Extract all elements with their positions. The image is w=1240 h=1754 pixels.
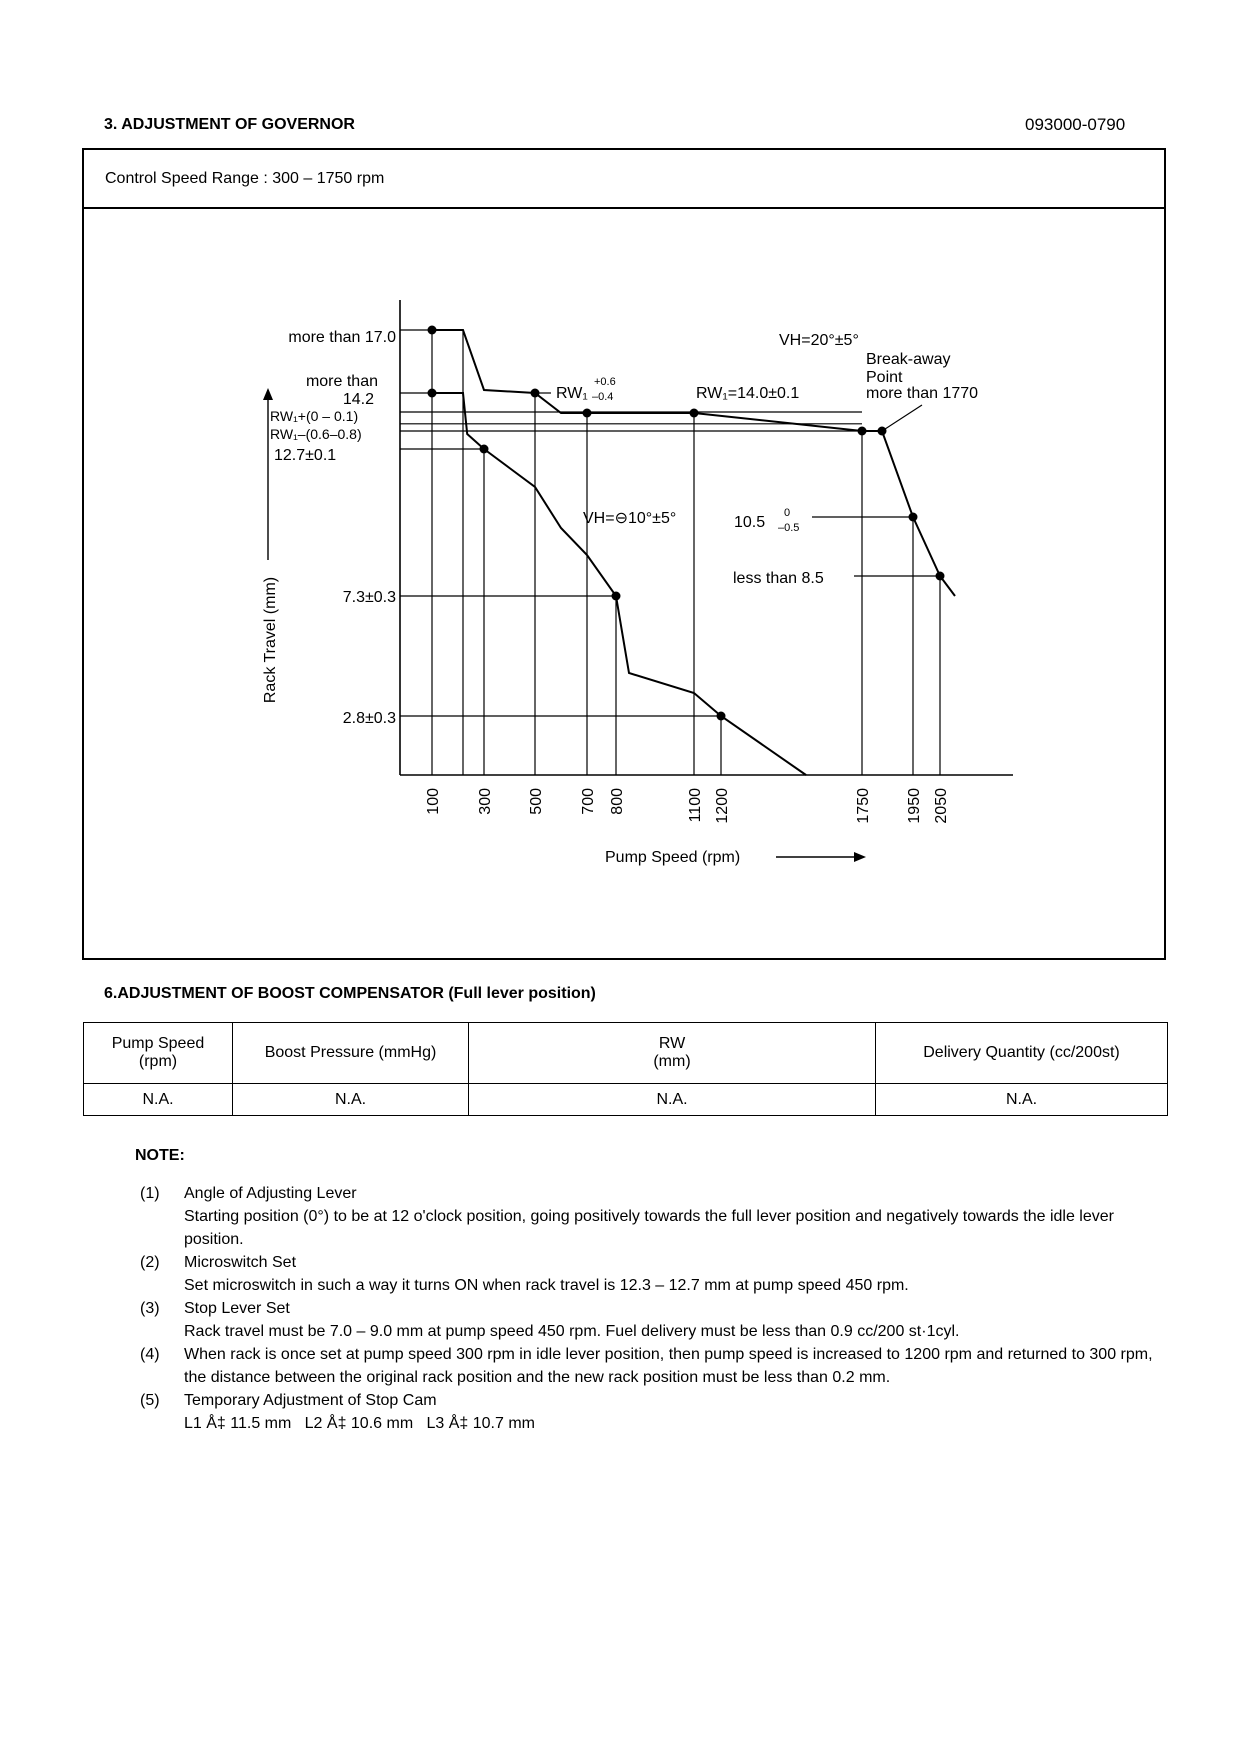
note-text: L1 Å‡ 11.5 mm L2 Å‡ 10.6 mm L3 Å‡ 10.7 mm <box>184 1415 535 1432</box>
y-label: 2.8±0.3 <box>342 710 396 727</box>
notes-list <box>140 1182 1175 1435</box>
rack-10-5-minus: –0.5 <box>778 522 800 534</box>
note-text: When rack is once set at pump speed 300 rpm in idle lever position, then pump speed is increased to 1200 rpm and returned to 300 rpm, the distance between the original rack position and the new rack position must be less than 0.2 mm. <box>184 1346 1153 1386</box>
x-tick-label: 2050 <box>933 788 950 824</box>
data-point <box>858 427 867 436</box>
note-body <box>184 1251 1175 1297</box>
boost-table-header <box>84 1023 1168 1084</box>
note-number: (1) <box>140 1185 160 1202</box>
note-body <box>184 1297 1175 1343</box>
y-label: more than 17.0 <box>288 329 396 346</box>
table-row <box>84 1084 1168 1116</box>
boost-section-title: 6.ADJUSTMENT OF BOOST COMPENSATOR (Full lever position) <box>104 985 596 1002</box>
note-body <box>184 1343 1175 1389</box>
note-item <box>140 1251 1175 1297</box>
x-axis-arrowhead <box>854 852 866 862</box>
breakaway-label: Break-away <box>866 351 951 368</box>
rack-8-5-label: less than 8.5 <box>733 570 824 587</box>
y-axis-title: Rack Travel (mm) <box>262 576 279 704</box>
header-boost-pressure: Boost Pressure (mmHg) <box>233 1023 469 1084</box>
vh-full-label: VH=20°±5° <box>779 332 859 349</box>
header-pump-speed <box>84 1023 233 1084</box>
data-point <box>717 712 726 721</box>
document-number: 093000-0790 <box>1025 115 1126 134</box>
x-tick-label: 700 <box>580 788 597 815</box>
y-label: 7.3±0.3 <box>342 589 396 606</box>
governor-section-title: 3. ADJUSTMENT OF GOVERNOR <box>104 116 355 133</box>
data-point <box>612 592 621 601</box>
data-point <box>878 427 887 436</box>
header-rw-l1: RW <box>658 1035 686 1052</box>
y-axis-arrowhead <box>263 388 273 400</box>
x-tick-label: 800 <box>609 788 626 815</box>
note-title: Angle of Adjusting Lever <box>184 1185 357 1202</box>
note-text: Rack travel must be 7.0 – 9.0 mm at pump speed 450 rpm. Fuel delivery must be less than 0.9 cc/200 st·1cyl. <box>184 1323 960 1340</box>
y-label: RW₁+(0 – 0.1) <box>270 408 359 424</box>
note-item <box>140 1182 1175 1251</box>
vh-idle-label: VH=⊖10°±5° <box>583 510 677 527</box>
rw1-tolerance-label: RW₁ <box>556 385 588 402</box>
note-body <box>184 1389 1175 1435</box>
header-pump-speed-l1: Pump Speed <box>111 1035 205 1052</box>
cell-delivery-quantity: N.A. <box>876 1084 1168 1116</box>
note-number: (5) <box>140 1392 160 1409</box>
note-item <box>140 1297 1175 1343</box>
note-item <box>140 1343 1175 1389</box>
boost-table <box>83 1022 1168 1116</box>
x-tick-label: 1200 <box>714 788 731 824</box>
header-rw <box>469 1023 876 1084</box>
control-speed-range: Control Speed Range : 300 – 1750 rpm <box>105 170 385 187</box>
y-label: 12.7±0.1 <box>274 447 337 464</box>
x-tick-label: 1950 <box>906 788 923 824</box>
breakaway-label: Point <box>866 369 903 386</box>
y-label: more than <box>305 373 378 390</box>
x-axis-title: Pump Speed (rpm) <box>605 849 741 866</box>
y-label: RW₁–(0.6–0.8) <box>270 426 362 442</box>
note-item <box>140 1389 1175 1435</box>
rack-10-5-plus: 0 <box>784 507 791 519</box>
note-title: Stop Lever Set <box>184 1300 290 1317</box>
cell-pump-speed: N.A. <box>84 1084 233 1116</box>
x-tick-label: 100 <box>425 788 442 815</box>
rw1-value-label: RW₁=14.0±0.1 <box>696 385 800 402</box>
rack-10-5-label: 10.5 <box>734 514 766 531</box>
note-body <box>184 1182 1175 1251</box>
rw1-tolerance-minus: –0.4 <box>592 391 614 403</box>
x-tick-label: 1750 <box>855 788 872 824</box>
data-point <box>909 513 918 522</box>
data-point <box>428 326 437 335</box>
header-pump-speed-l2: (rpm) <box>138 1053 178 1070</box>
breakaway-label: more than 1770 <box>866 385 979 402</box>
leader-line <box>882 405 922 431</box>
note-text: Starting position (0°) to be at 12 o'clock position, going positively towards the full lever position and negatively towards the idle lever position. <box>184 1208 1114 1248</box>
data-point <box>428 389 437 398</box>
x-tick-label: 1100 <box>687 788 704 823</box>
x-tick-label: 500 <box>528 788 545 815</box>
header-delivery-quantity: Delivery Quantity (cc/200st) <box>876 1023 1168 1084</box>
note-number: (4) <box>140 1346 160 1363</box>
rw1-tolerance-plus: +0.6 <box>594 376 616 388</box>
header-rw-l2: (mm) <box>653 1053 691 1070</box>
data-point <box>690 409 699 418</box>
data-point <box>531 389 540 398</box>
note-title: Microswitch Set <box>184 1254 297 1271</box>
data-point <box>936 572 945 581</box>
note-title: Temporary Adjustment of Stop Cam <box>184 1392 437 1409</box>
note-number: (2) <box>140 1254 160 1271</box>
data-point <box>480 445 489 454</box>
chart-lines <box>400 300 1013 775</box>
x-tick-label: 300 <box>477 788 494 815</box>
notes-heading: NOTE: <box>135 1147 185 1164</box>
y-label: 14.2 <box>342 391 374 408</box>
data-point <box>583 409 592 418</box>
note-number: (3) <box>140 1300 160 1317</box>
cell-rw: N.A. <box>469 1084 876 1116</box>
cell-boost-pressure: N.A. <box>233 1084 469 1116</box>
note-text: Set microswitch in such a way it turns ON when rack travel is 12.3 – 12.7 mm at pump speed 450 rpm. <box>184 1277 909 1294</box>
